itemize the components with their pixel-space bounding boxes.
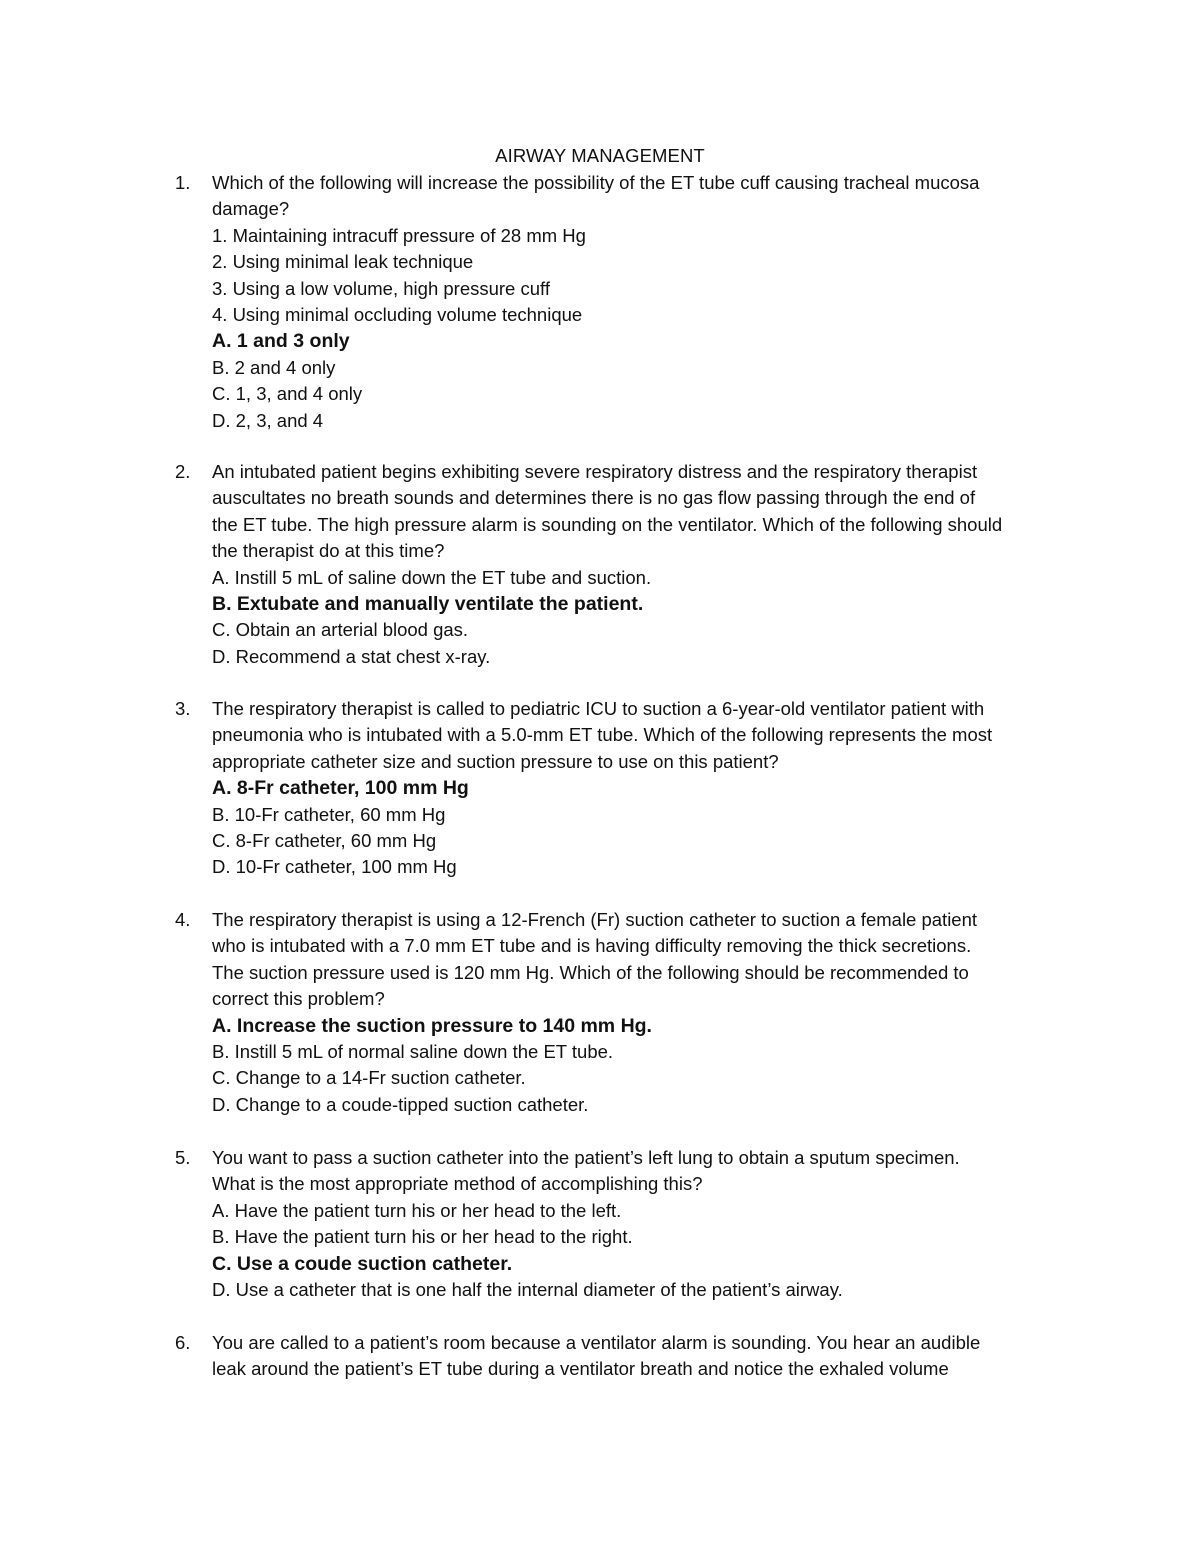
page-title: AIRWAY MANAGEMENT xyxy=(495,145,705,166)
question-stem xyxy=(212,459,1072,565)
answer-option: A. Have the patient turn his or her head to the left. xyxy=(212,1199,622,1221)
answer-option: C. Change to a 14-Fr suction catheter. xyxy=(212,1067,526,1089)
question-stem xyxy=(212,696,1072,775)
answer-option: B. 2 and 4 only xyxy=(212,356,336,378)
stem-line: You are called to a patient’s room because a ventilator alarm is sounding. You hear an audible xyxy=(212,1332,981,1353)
answer-option: B. Have the patient turn his or her head to the right. xyxy=(212,1226,633,1248)
answer-option-correct: A. 1 and 3 only xyxy=(212,330,350,353)
stem-line: appropriate catheter size and suction pressure to use on this patient? xyxy=(212,750,779,772)
stem-line: damage? xyxy=(212,198,290,220)
question-number: 3. xyxy=(175,698,191,719)
answer-option: C. 8-Fr catheter, 60 mm Hg xyxy=(212,830,437,852)
answer-option-correct: A. 8-Fr catheter, 100 mm Hg xyxy=(212,777,469,800)
stem-line: the ET tube. The high pressure alarm is sounding on the ventilator. Which of the following should xyxy=(212,513,1003,535)
question-stem xyxy=(212,170,1072,223)
question-number: 2. xyxy=(175,461,191,482)
stem-line: The respiratory therapist is using a 12-French (Fr) suction catheter to suction a female patient xyxy=(212,909,978,930)
answer-option: B. Instill 5 mL of normal saline down the ET tube. xyxy=(212,1041,614,1063)
stem-line: auscultates no breath sounds and determines there is no gas flow passing through the end of xyxy=(212,487,976,509)
question-body xyxy=(212,1330,1072,1383)
stem-line: Which of the following will increase the possibility of the ET tube cuff causing tracheal mucosa xyxy=(212,172,980,193)
answer-option-correct: B. Extubate and manually ventilate the patient. xyxy=(212,593,644,616)
answer-option: D. Recommend a stat chest x-ray. xyxy=(212,645,491,667)
question-body xyxy=(212,696,1072,881)
answer-option: B. 10-Fr catheter, 60 mm Hg xyxy=(212,803,446,825)
answer-option-correct: C. Use a coude suction catheter. xyxy=(212,1252,513,1275)
answer-option: D. 2, 3, and 4 xyxy=(212,409,324,431)
statement-item: 1. Maintaining intracuff pressure of 28 mm Hg xyxy=(212,224,586,246)
stem-line: pneumonia who is intubated with a 5.0-mm ET tube. Which of the following represents the most xyxy=(212,724,993,746)
question-number: 6. xyxy=(175,1332,191,1353)
question-body xyxy=(212,1145,1072,1303)
statement-item: 2. Using minimal leak technique xyxy=(212,251,474,273)
answer-option: C. Obtain an arterial blood gas. xyxy=(212,619,469,641)
question-stem xyxy=(212,907,1072,1013)
question-body xyxy=(212,459,1072,670)
answer-option: C. 1, 3, and 4 only xyxy=(212,383,363,405)
stem-line: The respiratory therapist is called to pediatric ICU to suction a 6-year-old ventilator patient with xyxy=(212,698,985,719)
stem-line: who is intubated with a 7.0 mm ET tube and is having difficulty removing the thick secretions. xyxy=(212,935,972,957)
statement-item: 4. Using minimal occluding volume technique xyxy=(212,304,583,326)
answer-option: D. Use a catheter that is one half the internal diameter of the patient’s airway. xyxy=(212,1279,843,1301)
question-body xyxy=(212,907,1072,1118)
question-body xyxy=(212,170,1072,434)
question-number: 1. xyxy=(175,172,191,193)
question-number: 4. xyxy=(175,909,191,930)
answer-option: A. Instill 5 mL of saline down the ET tube and suction. xyxy=(212,566,652,588)
stem-line: The suction pressure used is 120 mm Hg. Which of the following should be recommended to xyxy=(212,961,969,983)
answer-option: D. Change to a coude-tipped suction catheter. xyxy=(212,1093,589,1115)
question-number: 5. xyxy=(175,1147,191,1168)
stem-line: You want to pass a suction catheter into the patient’s left lung to obtain a sputum specimen. xyxy=(212,1147,960,1168)
stem-line: What is the most appropriate method of accomplishing this? xyxy=(212,1173,703,1195)
answer-option: D. 10-Fr catheter, 100 mm Hg xyxy=(212,856,457,878)
stem-line: correct this problem? xyxy=(212,988,385,1010)
stem-line: An intubated patient begins exhibiting severe respiratory distress and the respiratory therapist xyxy=(212,461,978,482)
stem-line: the therapist do at this time? xyxy=(212,540,445,562)
question-stem xyxy=(212,1330,1072,1383)
question-stem xyxy=(212,1145,1072,1198)
answer-option-correct: A. Increase the suction pressure to 140 mm Hg. xyxy=(212,1014,652,1037)
stem-line: leak around the patient’s ET tube during a ventilator breath and notice the exhaled volume xyxy=(212,1358,949,1380)
statement-item: 3. Using a low volume, high pressure cuff xyxy=(212,277,550,299)
